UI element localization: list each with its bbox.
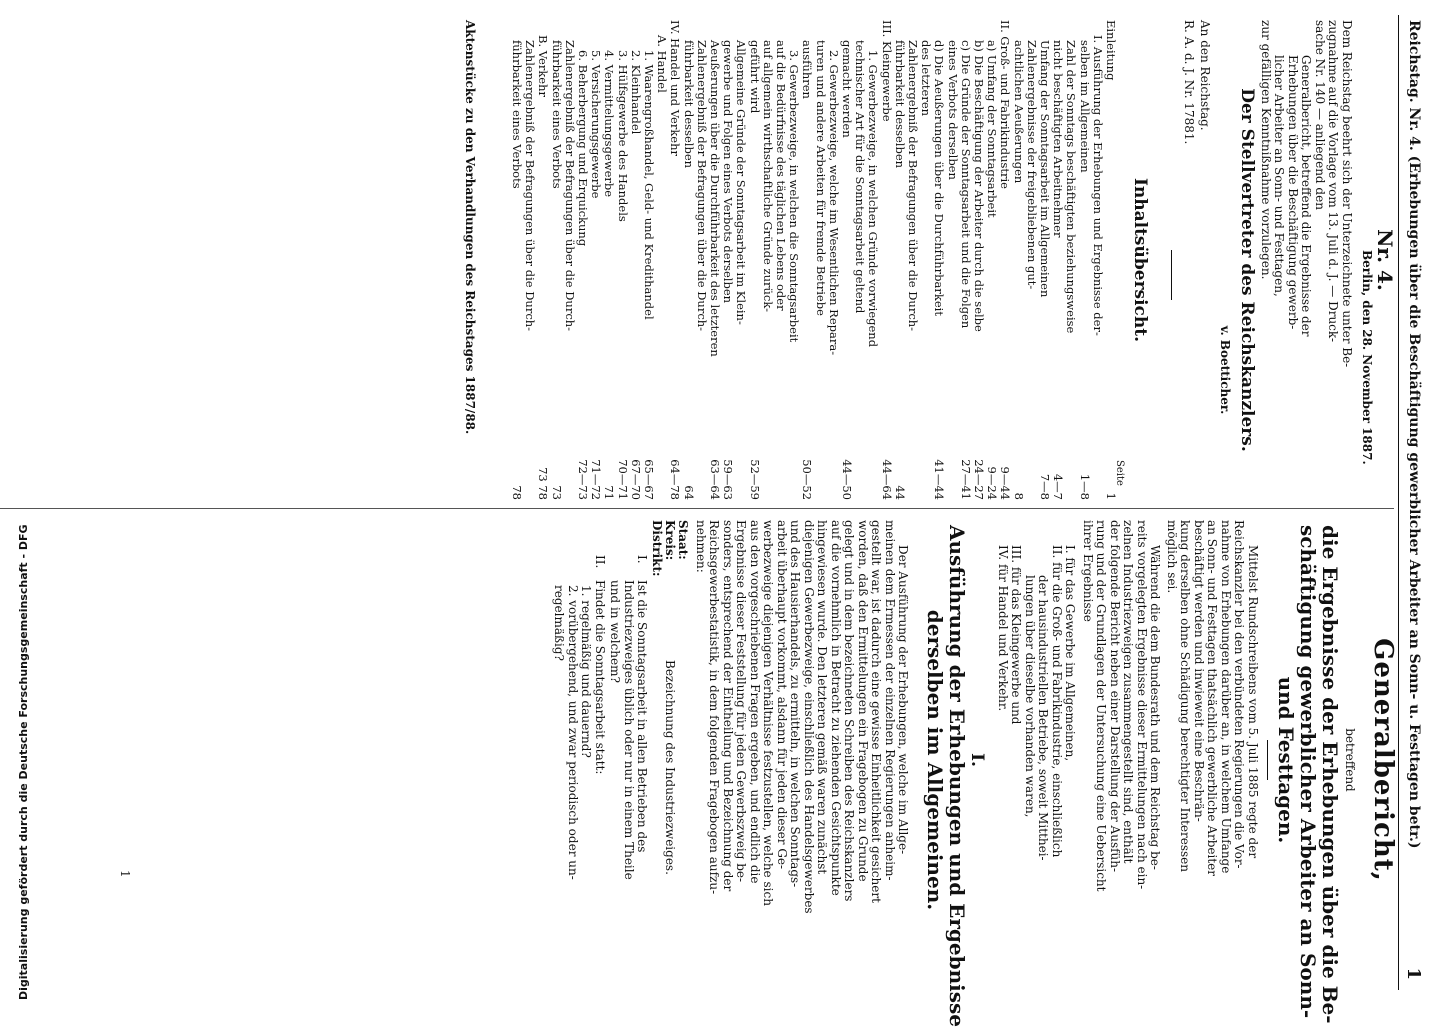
toc-item: auf allgemein wirthschaftliche Gründe zurück- bbox=[760, 40, 775, 312]
addressee: An den Reichstag. bbox=[1198, 20, 1212, 131]
toc-item: 5. Versicherungsgewerbe bbox=[589, 50, 604, 199]
toc-item: nicht beschäftigten Arbeitnehmer bbox=[1051, 40, 1066, 238]
toc-item: selben im Allgemeinen bbox=[1077, 40, 1092, 173]
para3-line: hingewiesen wurde. Den letzteren gemäß waren zunächst bbox=[815, 520, 830, 875]
toc-item: Einleitung bbox=[1104, 20, 1118, 81]
para1-line: beschäftigt werden und inwieweit eine Beschrän- bbox=[1192, 520, 1206, 822]
signature-name: v. Boetticher. bbox=[1218, 325, 1232, 415]
toc-heading: Inhaltsübersicht. bbox=[1130, 177, 1150, 343]
running-header bbox=[1400, 20, 1424, 980]
form-distrikt: Distrikt: bbox=[650, 520, 665, 577]
list-line: der hausindustriellen Betriebe, soweit Mitthei- bbox=[1036, 575, 1051, 861]
toc-item: II. Groß- und Fabrikindustrie bbox=[998, 20, 1013, 189]
header-text: Reichstag. Nr. 4. (Erhebungen über die Beschäftigung gewerblicher Arbeiter an Sonn- u. Festtagen betr.) bbox=[1406, 20, 1422, 849]
toc-item: führbarkeit eines Verbots bbox=[549, 40, 564, 189]
toc-page: 63—64 bbox=[708, 459, 722, 500]
toc-item: 4. Vermittelungsgewerbe bbox=[602, 50, 617, 198]
para1-line: kung derselben ohne Schädigung berechtigter Interessen bbox=[1178, 520, 1193, 873]
toc-item: auf die Bedürfnisse des täglichen Lebens oder bbox=[774, 40, 788, 311]
toc-item: a) Umfang der Sonntagsarbeit bbox=[985, 40, 1000, 218]
para1-line: möglich sei. bbox=[1165, 520, 1179, 594]
toc-page: 41—44 bbox=[932, 459, 947, 500]
toc-item: achtlichen Aeußerungen bbox=[1011, 40, 1026, 184]
form-kreis: Kreis: bbox=[663, 520, 678, 561]
toc-item: b) Die Beschäftigung der Arbeiter durch die selbe bbox=[972, 40, 986, 332]
toc-item: des letzteren bbox=[919, 40, 934, 117]
para2-line: reits vorgelegten Ergebnisse dieser Ermittelungen nach ein- bbox=[1135, 520, 1149, 890]
header-rule bbox=[1398, 15, 1399, 990]
list-line: IV. für Handel und Verkehr. bbox=[996, 545, 1010, 712]
section-title-line: Ausführung der Erhebungen und Ergebnisse bbox=[945, 525, 970, 1027]
toc-page: 9—24 bbox=[985, 466, 1000, 500]
report-betreffend: betreffend bbox=[1343, 728, 1357, 792]
toc-item: 2. Gewerbezweige, welche im Wesentlichen Repara- bbox=[826, 50, 841, 356]
report-subtitle-line: schäftigung gewerblicher Arbeiter an Sonn- bbox=[1296, 525, 1320, 1019]
toc-item: Zahlenergebniß der Befragungen über die Durch- bbox=[694, 40, 709, 332]
toc-page: 64—78 bbox=[668, 459, 683, 500]
toc-page: 27—41 bbox=[958, 459, 973, 500]
toc-page: 72—73 bbox=[576, 459, 590, 500]
toc-item: führbarkeit eines Verbots bbox=[510, 40, 524, 189]
toc-item: d) Die Aeußerungen über die Durchführbarkeit bbox=[932, 40, 947, 316]
para2-line: der folgende Bericht neben einer Darstellung der Ausfüh- bbox=[1108, 520, 1122, 873]
para3-line: meinen dem Ermessen der einzelnen Regierungen anheim- bbox=[883, 520, 897, 881]
toc-item: führbarkeit desselben bbox=[892, 40, 907, 169]
toc-item: Zahl der Sonntags beschäftigten beziehungsweise bbox=[1064, 40, 1079, 334]
intro-line: Dem Reichstag beehrt sich der Unterzeichnete unter Be- bbox=[1340, 20, 1354, 368]
toc-item: 3. Gewerbezweige, in welchen die Sonntagsarbeit bbox=[787, 50, 802, 343]
para3-line: gestellt war, ist dadurch eine gewisse Einheitlichkeit gesichert bbox=[869, 520, 884, 903]
toc-item: 2. Kleinhandel bbox=[628, 50, 643, 135]
reference-number: R. A. d. J. Nr. 17881. bbox=[1182, 20, 1196, 145]
toc-page: 9—44 bbox=[998, 466, 1013, 500]
toc-item: Zahlenergebniß der Befragungen über die Durch- bbox=[523, 40, 538, 332]
para1-line: nahme von Erhebungen darüber an, in welchem Umfange bbox=[1219, 520, 1233, 874]
page-footer: Aktenstücke zu den Verhandlungen des Reichstages 1887/88. bbox=[463, 20, 477, 435]
toc-item: Umfang der Sonntagsarbeit im Allgemeinen bbox=[1038, 40, 1052, 298]
toc-item: B. Verkehr bbox=[536, 35, 551, 97]
toc-item: turen und andere Arbeiten für fremde Betriebe bbox=[813, 40, 828, 316]
toc-item: III. Kleingewerbe bbox=[879, 20, 894, 122]
form-q1-line: Industriezweiges üblich oder nur in einem Theile bbox=[622, 580, 636, 880]
toc-page: 78 bbox=[510, 485, 524, 500]
toc-item: Zahlenergebniß der Befragungen über die Durch- bbox=[906, 40, 920, 332]
header-page-number: 1 bbox=[1403, 967, 1424, 980]
para2-line: rung und der Grundlagen der Untersuchung eine Uebersicht bbox=[1094, 520, 1109, 892]
document-number: Nr. 4. bbox=[1373, 229, 1397, 291]
para1-line: Reichskanzler bei den verbündeten Regierungen die Vor- bbox=[1232, 520, 1247, 869]
para3-line: diejenigen Gewerbezweige, einschließlich des Handelsgewerbes bbox=[802, 520, 816, 914]
intro-line: Generalbericht, betreffend die Ergebnisse der bbox=[1299, 55, 1314, 337]
form-q1-line: und in welchem? bbox=[608, 580, 623, 683]
toc-item: eines Verbots derselben bbox=[945, 40, 960, 180]
intro-line: zur gefälligen Kenntnißnahme vorzulegen. bbox=[1259, 20, 1273, 280]
toc-page: 44—64 bbox=[879, 459, 894, 500]
toc-item: technischer Art für die Sonntagsarbeit geltend bbox=[853, 40, 868, 314]
toc-page: 67—70 bbox=[628, 459, 643, 500]
form-q2-line: Findet die Sonntagsarbeit statt: bbox=[593, 580, 607, 775]
signature-title: Der Stellvertreter des Reichskanzlers. bbox=[1237, 88, 1257, 452]
para3-line: auf die vornehmlich in Betracht zu ziehenden Gesichtspunkte bbox=[829, 520, 843, 896]
column-divider bbox=[0, 508, 1394, 509]
toc-page: 4—7 bbox=[1051, 473, 1066, 500]
para3-line: nehmen: bbox=[694, 520, 708, 573]
toc-item: führbarkeit desselben bbox=[681, 40, 696, 169]
toc-item: IV. Handel und Verkehr bbox=[668, 20, 683, 157]
toc-item: Aeußerungen über die Durchführbarkeit des letzteren bbox=[708, 40, 722, 357]
para2-line: Während die dem Bundesrath und dem Reichstag be- bbox=[1148, 545, 1163, 870]
list-line: II. für die Groß- und Fabrikindustrie, einschließlich bbox=[1050, 545, 1064, 858]
report-title: Generalbericht, bbox=[1368, 638, 1398, 882]
separator-dash bbox=[1267, 740, 1268, 780]
toc-item: 6. Beherbergung und Erquickung bbox=[576, 50, 590, 247]
form-q2-number: II. bbox=[593, 555, 607, 569]
intro-line: licher Arbeiter an Sonn- und Festtagen, bbox=[1272, 55, 1287, 297]
para2-line: zelnen Industriezweigen zusammengestellt sind, enthält bbox=[1121, 520, 1136, 864]
toc-page: 64 bbox=[681, 485, 696, 500]
form-staat: Staat: bbox=[676, 520, 691, 560]
form-q2-line: regelmäßig? bbox=[552, 585, 567, 661]
intro-line: Erhebungen über die Beschäftigung gewerb- bbox=[1286, 55, 1300, 330]
para3-line: werbezweige diejenigen Verhältnisse festzustellen, welche sich bbox=[761, 520, 776, 906]
toc-item: geführt wird bbox=[747, 40, 762, 114]
toc-item: c) Die Gründe der Sonntagsarbeit und die Folgen bbox=[958, 40, 973, 329]
list-line: I. für das Gewerbe im Allgemeinen, bbox=[1063, 545, 1078, 762]
toc-item: Zahlenergebniß der Befragungen über die Durch- bbox=[562, 40, 577, 332]
toc-page: 73 78 bbox=[536, 467, 551, 500]
para3-line: Reichsgewerbestatistik, in dem folgenden Fragebogen aufzu- bbox=[707, 520, 722, 895]
toc-item: Allgemeine Gründe der Sonntagsarbeit im Klein- bbox=[734, 40, 749, 325]
toc-item: 1. Waarengroßhandel, Geld- und Kredithandel bbox=[642, 50, 656, 320]
toc-page: 44—50 bbox=[840, 459, 854, 500]
toc-page: 52—59 bbox=[747, 459, 762, 500]
para3-line: Ergebnisse dieser Feststellung für jeden Gewerbszweig be- bbox=[734, 520, 749, 883]
intro-line: sache Nr. 140 — anliegend den bbox=[1313, 20, 1327, 210]
toc-page: 7—8 bbox=[1038, 473, 1052, 500]
report-subtitle-line: und Festtagen. bbox=[1274, 676, 1298, 844]
para3-line: worden, daß den Ermittelungen ein Fragebogen zu Grunde bbox=[856, 520, 870, 882]
para3-line: aus den vorgeschriebenen Fragen ergeben, und endlich die bbox=[748, 520, 762, 884]
form-bezeichnung: Bezeichnung des Industriezweiges. bbox=[663, 660, 678, 875]
toc-page: 44 bbox=[892, 485, 907, 500]
form-q1-number: I. bbox=[635, 555, 650, 564]
credit-text: Digitalisierung gefördert durch die Deutsche Forschungsgemeinschaft - DFG bbox=[17, 524, 30, 1000]
separator-dash bbox=[1171, 250, 1172, 300]
report-subtitle-line: die Ergebnisse der Erhebungen über die Be- bbox=[1318, 525, 1342, 1024]
toc-page: 59—63 bbox=[721, 459, 736, 500]
toc-page: 1 bbox=[1104, 492, 1118, 500]
toc-seite-label: Seite bbox=[1114, 460, 1125, 486]
toc-page: 70—71 bbox=[615, 459, 630, 500]
para2-line: ihrer Ergebnisse bbox=[1081, 520, 1095, 622]
toc-page: 1—8 bbox=[1077, 473, 1092, 500]
para3-line: gelegt und in dem bezeichneten Schreiben des Reichskanzlers bbox=[842, 520, 857, 902]
para1-line: an Sonn- und Festtagen thatsächlich gewerbliche Arbeiter bbox=[1205, 520, 1220, 877]
form-q1-line: Ist die Sonntagsarbeit in allen Betrieben des bbox=[635, 580, 650, 853]
toc-page: 73 bbox=[549, 485, 564, 500]
toc-item: A. Handel bbox=[655, 35, 670, 93]
toc-page: 8 bbox=[1011, 492, 1026, 500]
toc-page: 65—67 bbox=[642, 459, 656, 500]
toc-page: 71 bbox=[602, 485, 617, 500]
toc-page: 50—52 bbox=[800, 459, 815, 500]
toc-item: 3. Hülfsgewerbe des Handels bbox=[615, 50, 630, 222]
section-title-line: derselben im Allgemeinen. bbox=[923, 609, 948, 911]
date-line: Berlin, den 28. November 1887. bbox=[1360, 250, 1374, 465]
para3-line: und des Hausierhandels, zu ermitteln, in welchen Sonntags- bbox=[788, 520, 803, 888]
para3-line: arbeit überhaupt vorkommt, alsdann für jeden dieser Ge- bbox=[775, 520, 789, 870]
toc-item: ausführen bbox=[800, 40, 815, 99]
list-line: lungen über dieselbe vorhanden waren, bbox=[1023, 575, 1037, 818]
intro-line: zugnahme auf die Vorlage vom 13. Juli d. J. — Druck- bbox=[1326, 20, 1341, 343]
form-q2-line: 2. vorübergehend, und zwar periodisch oder un- bbox=[566, 585, 580, 880]
list-line: III. für das Kleingewerbe und bbox=[1009, 545, 1024, 725]
toc-page: 24—27 bbox=[972, 459, 986, 500]
para1-line: Mittelst Rundschreibens vom 5. Juli 1885 regte der bbox=[1246, 545, 1260, 859]
para3-line: sonders, entsprechend der Eintheilung und Bezeichnung der bbox=[721, 520, 735, 892]
toc-item: 1. Gewerbezweige, in welchen Gründe vorwiegend bbox=[866, 50, 881, 348]
para3-line: Der Ausführung der Erhebungen, welche im Allge- bbox=[896, 545, 911, 855]
column-page-mark: 1 bbox=[118, 870, 132, 878]
section-number: I. bbox=[967, 753, 988, 767]
toc-item: Zahlenergebnisse der freigebliebenen gut- bbox=[1024, 40, 1039, 290]
toc-item: I. Ausführung der Erhebungen und Ergebnisse der- bbox=[1090, 35, 1105, 336]
toc-page: 71—72 bbox=[589, 459, 604, 500]
toc-item: gewerbe und Folgen eines Verbots derselben bbox=[721, 40, 736, 304]
toc-item: gemacht werden bbox=[840, 40, 854, 138]
form-q2-line: 1. regelmäßig und dauernd? bbox=[579, 585, 594, 758]
